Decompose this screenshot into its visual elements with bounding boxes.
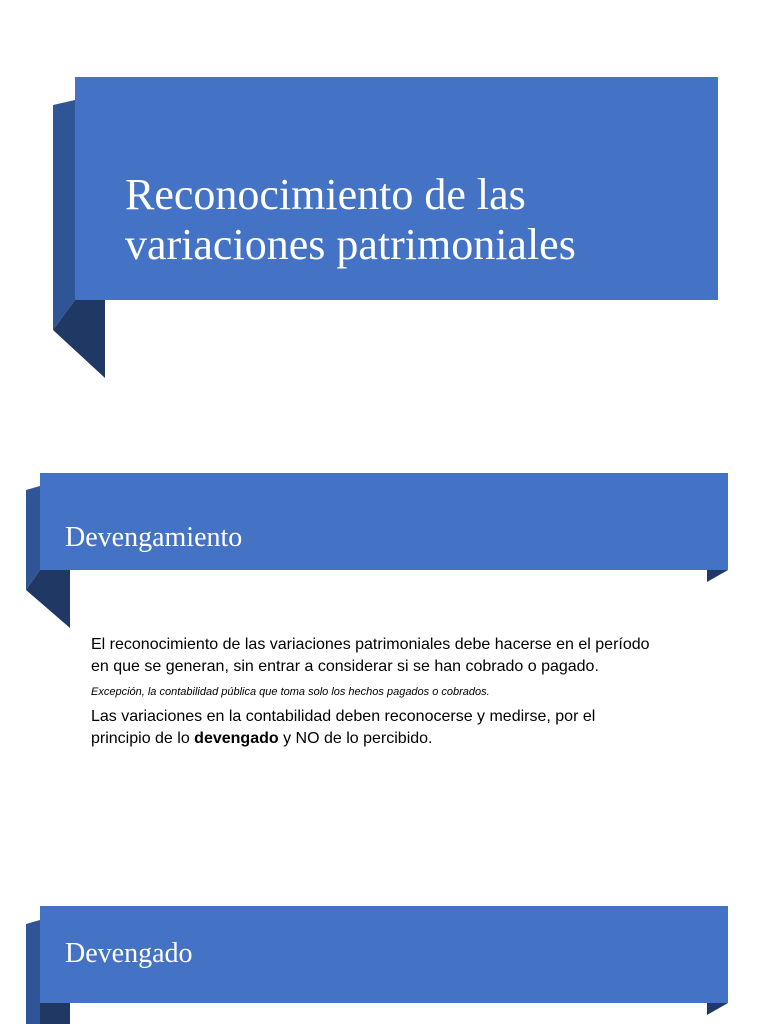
paragraph-2-text-start: Las variaciones en la contabilidad deben reconocerse y medirse, por el principio de lo — [91, 708, 596, 747]
body-paragraph-1: El reconocimiento de las variaciones patrimoniales debe hacerse en el período en que se generan, sin entrar a considerar si se han cobrado o pagado. — [91, 636, 650, 675]
section-title-devengado: Devengado — [65, 938, 193, 969]
ribbon-fold-side — [26, 906, 40, 1024]
ribbon-fold-right — [707, 570, 728, 582]
emphasis-devengado: devengado — [194, 730, 279, 747]
slide-body — [91, 634, 651, 750]
body-paragraph-2 — [91, 706, 651, 750]
paragraph-2-text-end: y NO de lo percibido. — [278, 730, 433, 747]
ribbon-fold-tail — [40, 1003, 70, 1024]
ribbon-fold-side — [26, 473, 40, 590]
exception-note: Excepción, la contabilidad pública que toma solo los hechos pagados o cobrados. — [91, 686, 490, 698]
slide-title — [125, 170, 705, 270]
slide-title-line-2: variaciones patrimoniales — [125, 220, 576, 269]
slide-title-line-1: Reconocimiento de las — [125, 170, 526, 219]
section-title-devengamiento: Devengamiento — [65, 522, 243, 553]
ribbon-fold-side — [53, 77, 75, 330]
ribbon-fold-right — [707, 1003, 728, 1015]
